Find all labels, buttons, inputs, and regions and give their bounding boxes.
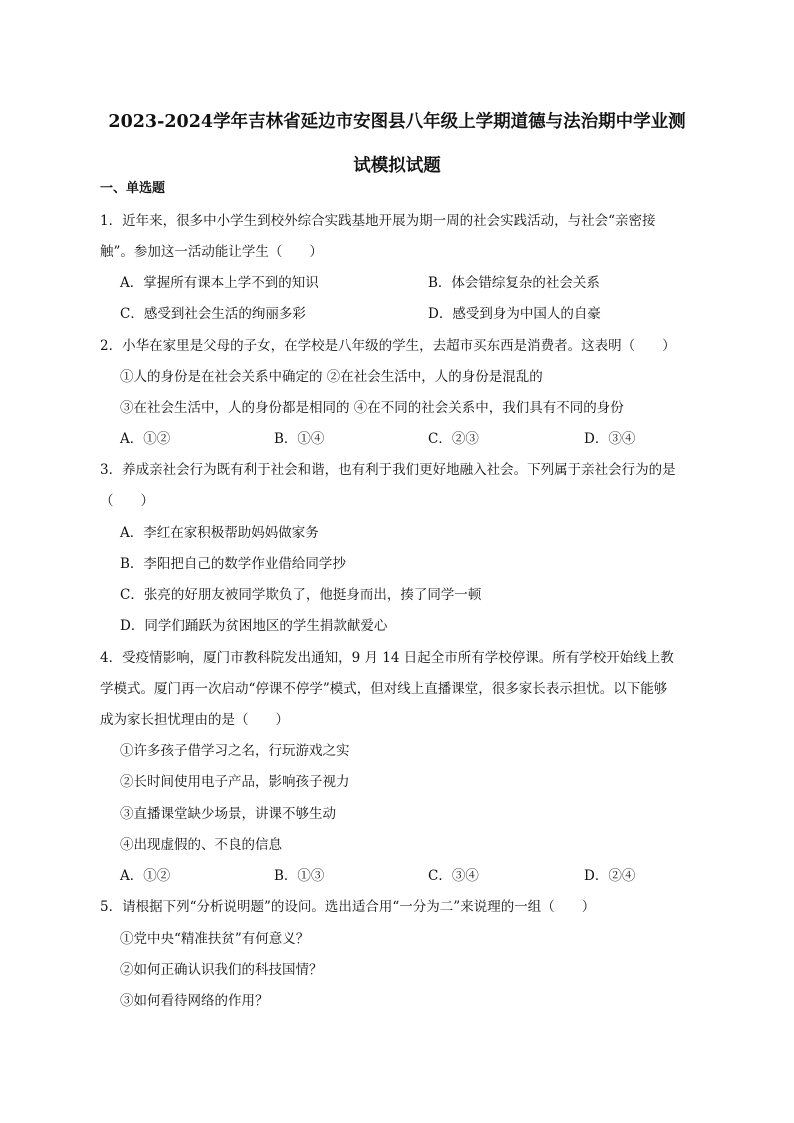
question-2-option-c: C．②③	[428, 431, 479, 447]
question-2-option-d: D．③④	[584, 431, 636, 447]
question-4-statement-3: ③直播课堂缺少场景，讲课不够生动	[120, 806, 336, 822]
question-3-stem-line-2: （ ）	[100, 493, 154, 509]
question-2-option-b: B．①④	[274, 431, 325, 447]
question-4-option-d: D．②④	[584, 868, 636, 884]
title-line-1: 2023-2024学年吉林省延边市安图县八年级上学期道德与法治期中学业测	[108, 112, 686, 132]
question-5-statement-3: ③如何看待网络的作用？	[120, 993, 269, 1009]
question-5-statement-2: ②如何正确认识我们的科技国情？	[120, 962, 323, 978]
question-4-option-a: A．①②	[120, 868, 171, 884]
question-2-stem-line-1: 2．小华在家里是父母的子女，在学校是八年级的学生，去超市买东西是消费者。这表明（ ）	[100, 338, 676, 354]
question-1-stem-line-1: 1．近年来，很多中小学生到校外综合实践基地开展为期一周的社会实践活动，与社会“亲密接	[100, 213, 656, 229]
question-2-statement-1: ①人的身份是在社会关系中确定的 ②在社会生活中，人的身份是混乱的	[120, 369, 543, 385]
question-4-stem-line-2: 学模式。厦门再一次启动“停课不停学”模式，但对线上直播课堂，很多家长表示担忧。以下能够	[100, 681, 668, 697]
question-5-statement-1: ①党中央“精准扶贫”有何意义？	[120, 931, 310, 947]
question-1-option-d: D．感受到身为中国人的自豪	[428, 306, 601, 322]
title-line-2: 试模拟试题	[353, 156, 441, 176]
question-4-statement-1: ①许多孩子借学习之名，行玩游戏之实	[120, 743, 350, 759]
question-2-statement-2: ③在社会生活中，人的身份都是相同的 ④在不同的社会关系中，我们具有不同的身份	[120, 400, 624, 416]
question-4-statement-4: ④出现虚假的、不良的信息	[120, 837, 282, 853]
question-4-option-b: B．①③	[274, 868, 325, 884]
question-5-stem-line-1: 5．请根据下列“分析说明题”的设问。选出适合用“一分为二”来说理的一组（ ）	[100, 899, 596, 915]
question-1-option-b: B．体会错综复杂的社会关系	[428, 275, 600, 291]
question-1-option-c: C．感受到社会生活的绚丽多彩	[120, 306, 306, 322]
question-1-stem-line-2: 触”。参加这一活动能让学生（ ）	[100, 244, 323, 260]
question-3-option-d: D．同学们踊跃为贫困地区的学生捐款献爱心	[120, 618, 388, 634]
section-heading: 一、单选题	[100, 181, 166, 196]
question-3-option-b: B．李阳把自己的数学作业借给同学抄	[120, 556, 346, 572]
question-1-option-a: A．掌握所有课本上学不到的知识	[120, 275, 319, 291]
question-4-stem-line-1: 4．受疫情影响，厦门市教科院发出通知，9 月 14 日起全市所有学校停课。所有学校开始线上教	[100, 650, 674, 666]
question-4-option-c: C．③④	[428, 868, 479, 884]
question-3-stem-line-1: 3．养成亲社会行为既有利于社会和谐，也有利于我们更好地融入社会。下列属于亲社会行为的是	[100, 462, 676, 478]
question-3-option-a: A．李红在家积极帮助妈妈做家务	[120, 525, 319, 541]
question-2-option-a: A．①②	[120, 431, 171, 447]
document-title	[100, 100, 694, 188]
question-4-stem-line-3: 成为家长担忧理由的是（ ）	[100, 712, 289, 728]
question-3-option-c: C．张亮的好朋友被同学欺负了，他挺身而出，揍了同学一顿	[120, 587, 482, 603]
question-4-statement-2: ②长时间使用电子产品，影响孩子视力	[120, 774, 350, 790]
